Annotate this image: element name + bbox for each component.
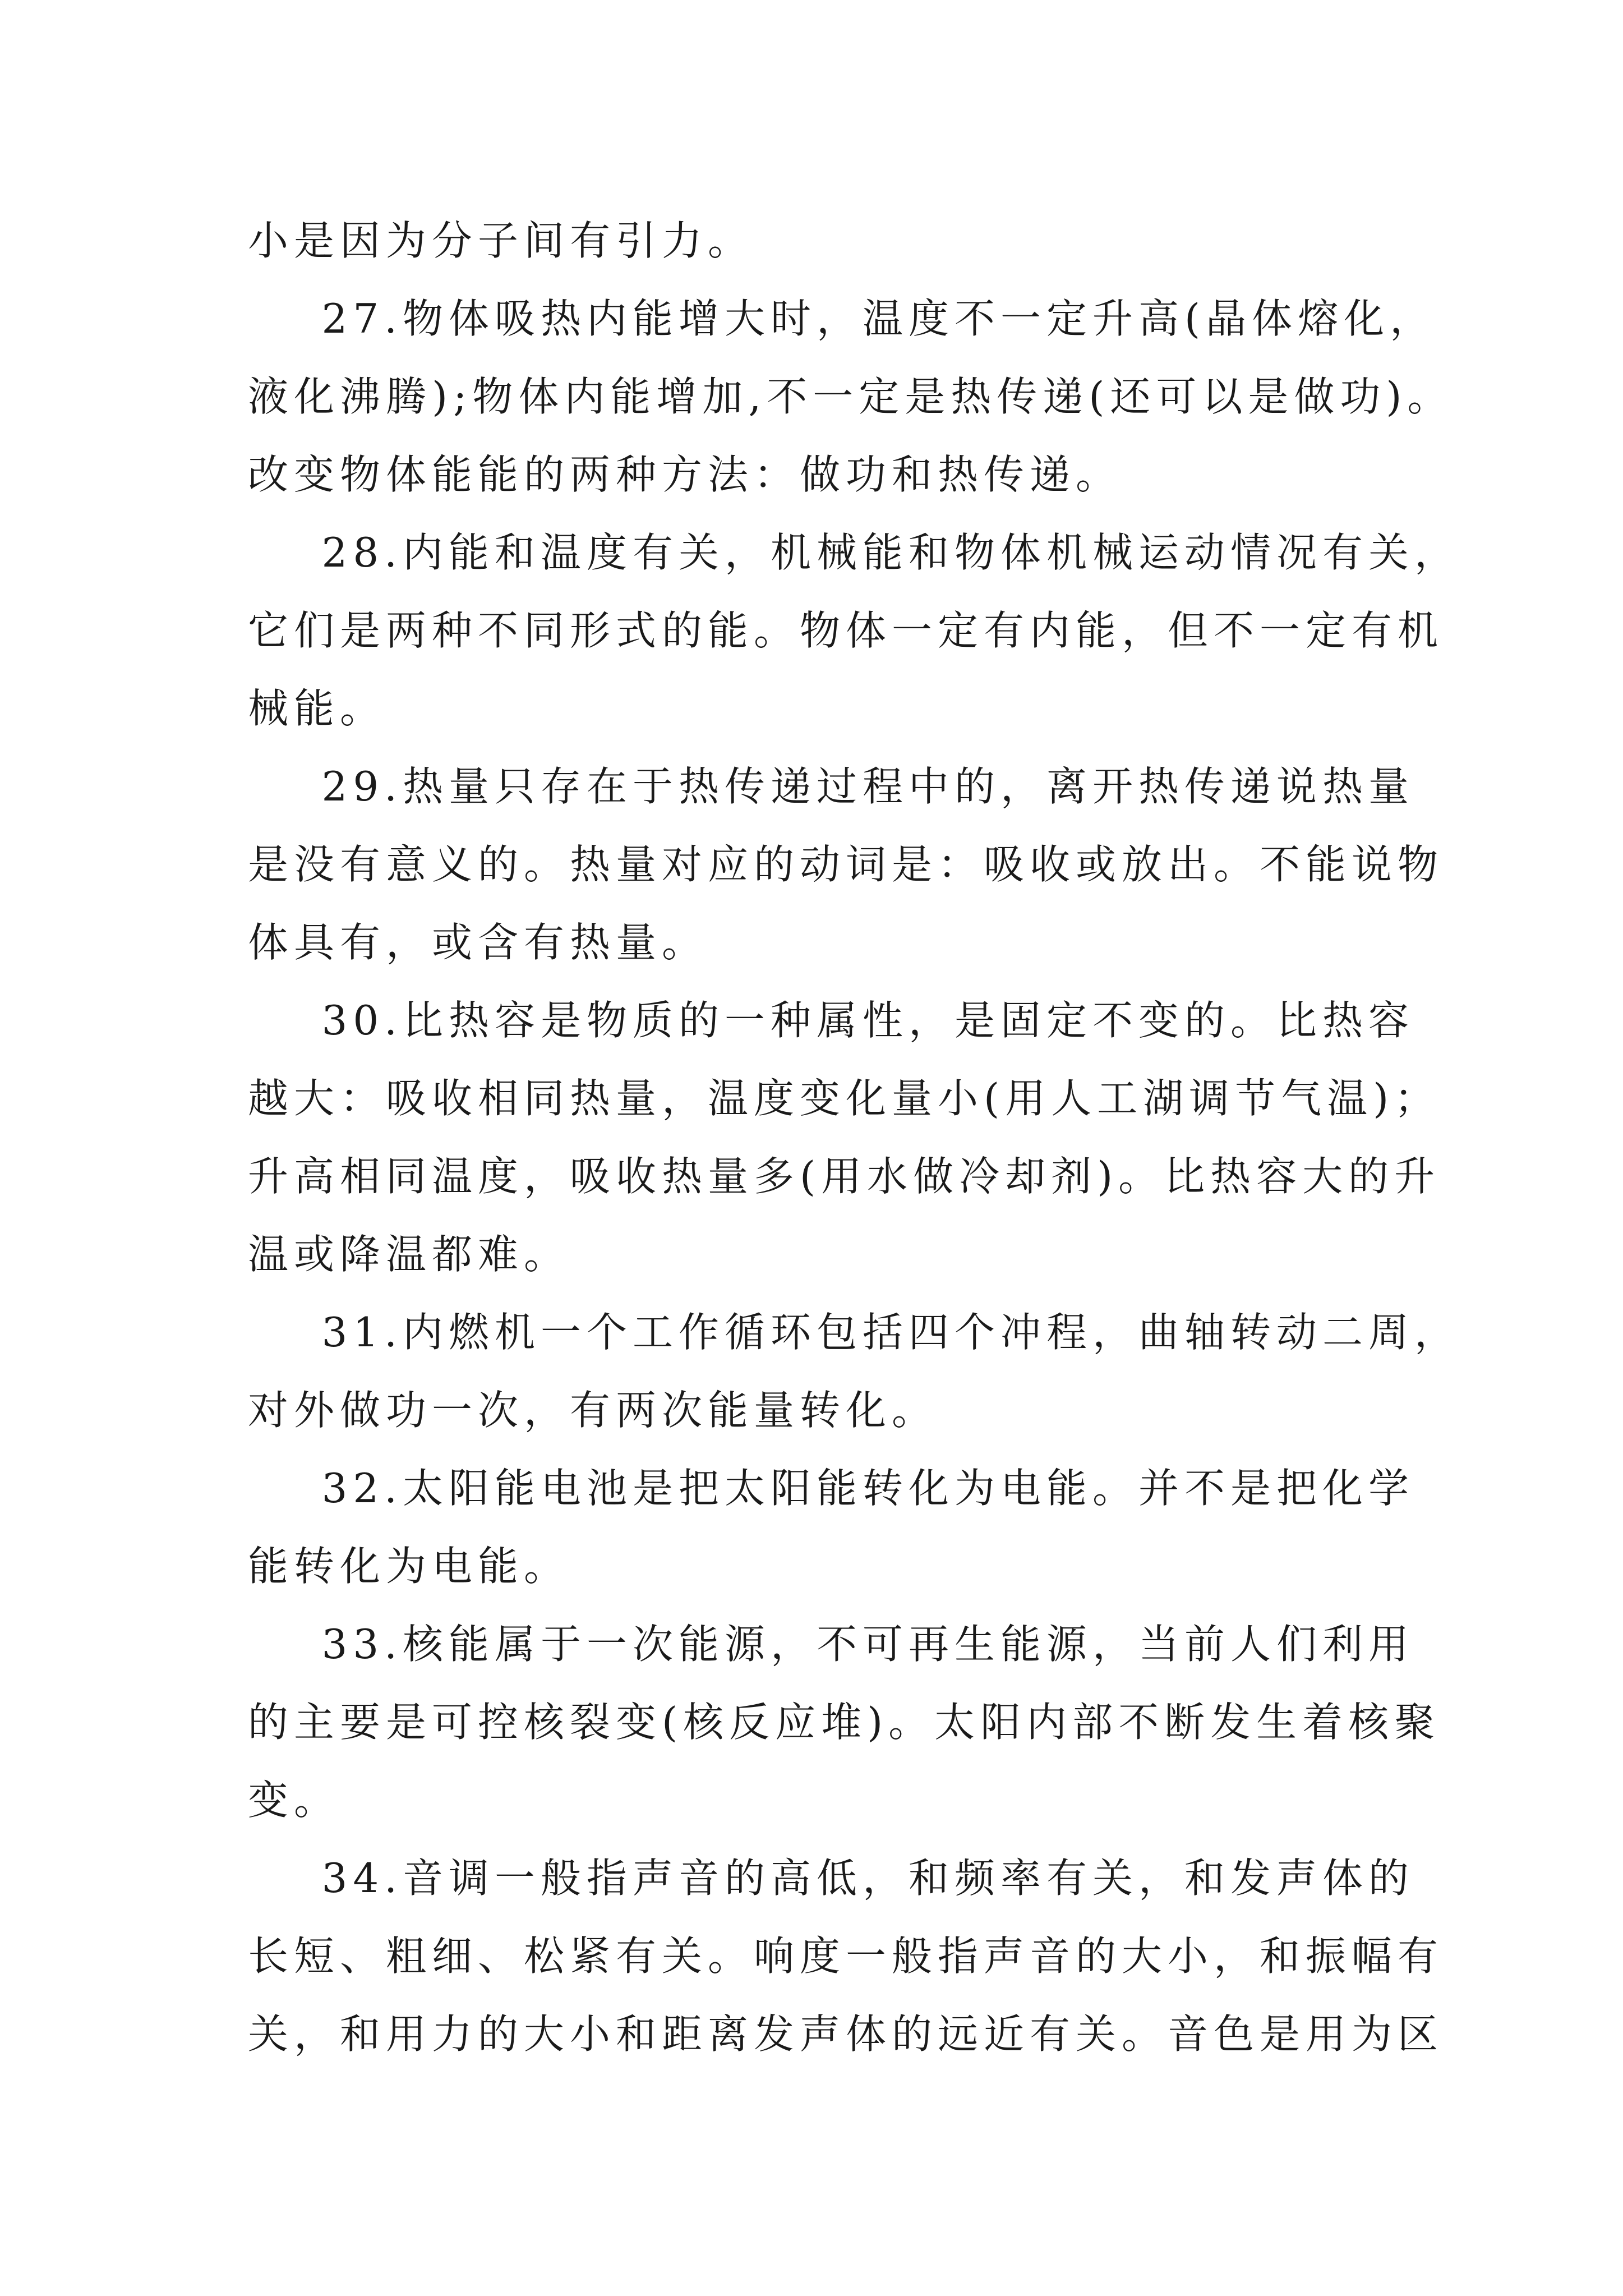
document-text [248, 202, 1461, 2073]
text-line: 28.内能和温度有关，机械能和物体机械运动情况有关， [248, 529, 1461, 576]
text-line: 体具有，或含有热量。 [248, 919, 708, 966]
paragraph-30 [248, 982, 1441, 1294]
text-line: 长短、粗细、松紧有关。响度一般指声音的大小，和振幅有 [248, 1932, 1444, 1980]
paragraph-31 [248, 1294, 1461, 1450]
text-line: 29.热量只存在于热传递过程中的，离开热传递说热量 [248, 763, 1415, 810]
text-line: 33.核能属于一次能源，不可再生能源，当前人们利用 [248, 1621, 1415, 1668]
text-line: 对外做功一次，有两次能量转化。 [248, 1387, 938, 1434]
text-line: 31.内燃机一个工作循环包括四个冲程，曲轴转动二周， [248, 1309, 1461, 1356]
paragraph-33 [248, 1605, 1441, 1839]
text-line: 32.太阳能电池是把太阳能转化为电能。并不是把化学 [248, 1465, 1415, 1512]
paragraph-29 [248, 748, 1444, 982]
text-line: 越大：吸收相同热量，温度变化量小(用人工湖调节气温)； [248, 1075, 1441, 1122]
text-line: 34.音调一般指声音的高低，和频率有关，和发声体的 [248, 1855, 1415, 1902]
text-line: 改变物体能能的两种方法：做功和热传递。 [248, 451, 1122, 498]
text-line: 关，和用力的大小和距离发声体的远近有关。音色是用为区 [248, 2010, 1444, 2058]
text-line: 是没有意义的。热量对应的动词是：吸收或放出。不能说物 [248, 841, 1444, 888]
paragraph-26-tail [248, 202, 1437, 280]
text-line: 30.比热容是物质的一种属性，是固定不变的。比热容 [248, 997, 1415, 1044]
text-line: 液化沸腾);物体内能增加,不一定是热传递(还可以是做功)。 [248, 373, 1454, 420]
text-line: 小是因为分子间有引力。 [248, 217, 754, 264]
text-line: 升高相同温度，吸收热量多(用水做冷却剂)。比热容大的升 [248, 1153, 1441, 1200]
text-line: 能转化为电能。 [248, 1543, 570, 1590]
text-line: 27.物体吸热内能增大时，温度不一定升高(晶体熔化， [248, 295, 1436, 342]
paragraph-32 [248, 1450, 1437, 1605]
text-line: 它们是两种不同形式的能。物体一定有内能，但不一定有机 [248, 607, 1444, 654]
text-line: 温或降温都难。 [248, 1231, 570, 1278]
paragraph-27 [248, 280, 1454, 514]
text-line: 的主要是可控核裂变(核反应堆)。太阳内部不断发生着核聚 [248, 1699, 1441, 1746]
paragraph-28 [248, 514, 1461, 748]
text-line: 械能。 [248, 685, 386, 732]
paragraph-34 [248, 1839, 1444, 2073]
text-line: 变。 [248, 1777, 340, 1824]
